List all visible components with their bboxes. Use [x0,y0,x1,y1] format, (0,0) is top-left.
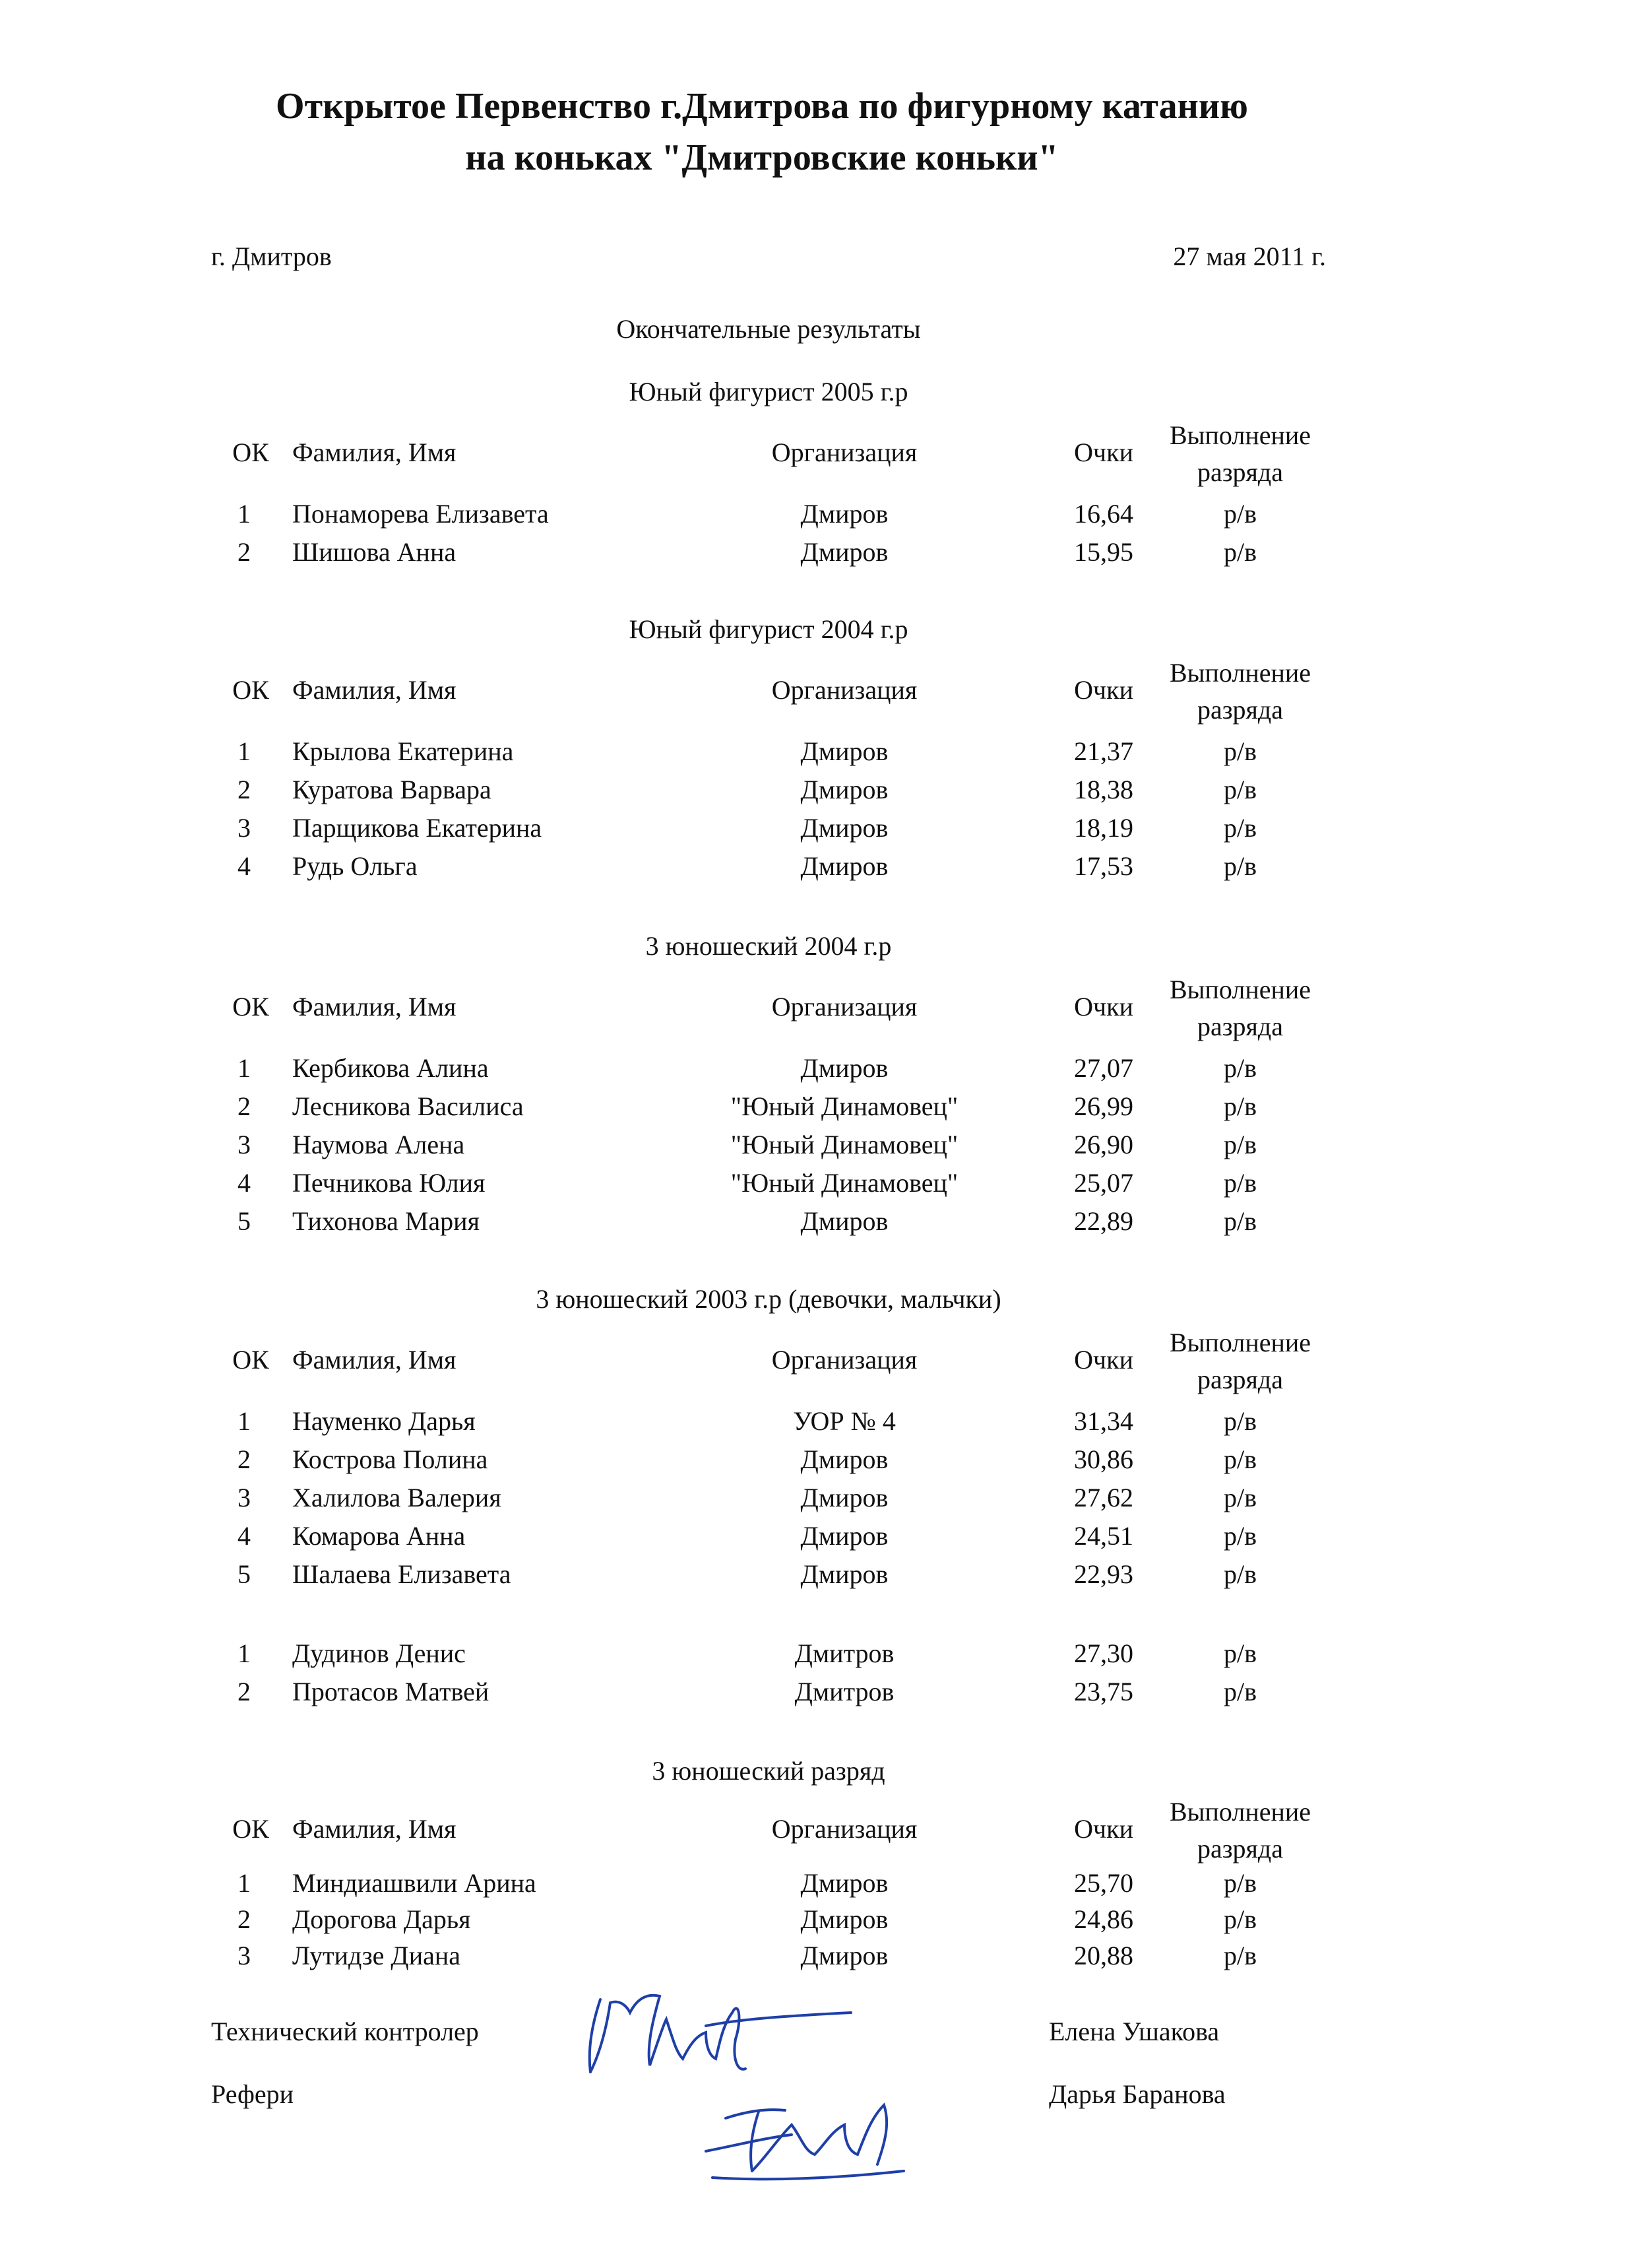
section-title: 3 юношеский 2004 г.р [645,931,892,961]
table-row: 4 Комарова Анна Дмиров 24,51 р/в [237,1521,1257,1551]
table-header [0,417,1636,496]
table-row: 1 Кербикова Алина Дмиров 27,07 р/в [237,1053,1257,1083]
table-row: 4 Рудь Ольга Дмиров 17,53 р/в [237,851,1257,881]
person-referee: Дарья Баранова [1049,2079,1226,2109]
person-technical-controller: Елена Ушакова [1049,2017,1220,2046]
table-header: ОК Фамилия, Имя Организация Очки Выполнение разряда [232,975,1311,1041]
column-rank: Выполнение разряда [1169,420,1311,487]
table-header: ОК Фамилия, Имя Организация Очки Выполнение разряда [232,1328,1311,1394]
table-row: 2 Кострова Полина Дмиров 30,86 р/в [237,1444,1257,1474]
table-row: 1 Миндиашвили Арина Дмиров 25,70 р/в [237,1868,1257,1898]
role-referee: Рефери [211,2079,294,2109]
section-title: Юный фигурист 2004 г.р [629,614,908,644]
table-row: 1 Дудинов Денис Дмитров 27,30 р/в [237,1638,1257,1668]
table-header: ОК Фамилия, Имя Организация Очки Выполнение разряда [232,658,1311,725]
results-subtitle: Окончательные результаты [616,314,921,344]
table-row: 3 Парщикова Екатерина Дмиров 18,19 р/в [237,813,1257,843]
table-row: 2 Шишова Анна Дмиров 15,95 р/в [237,537,1257,567]
document-title-line-2: на коньках "Дмитровские коньки" [465,137,1059,178]
section-title: 3 юношеский 2003 г.р (девочки, мальчки) [536,1284,1001,1314]
column-name: Фамилия, Имя [292,437,456,467]
city: г. Дмитров [211,242,332,271]
table-row: 3 Наумова Алена "Юный Динамовец" 26,90 р/в [237,1130,1257,1159]
table-row: 5 Шалаева Елизавета Дмиров 22,93 р/в [237,1559,1257,1589]
table-header: ОК Фамилия, Имя Организация Очки Выполнение разряда [232,1797,1311,1863]
table-row: 3 Халилова Валерия Дмиров 27,62 р/в [237,1483,1257,1512]
document-title-line-1: Открытое Первенство г.Дмитрова по фигурному катанию [276,86,1248,127]
section-title: Юный фигурист 2005 г.р [629,377,908,406]
signature-referee [686,2072,963,2191]
table-row: 3 Лутидзе Диана Дмиров 20,88 р/в [237,1941,1257,1970]
table-row: 2 Лесникова Василиса "Юный Динамовец" 26,99 р/в [237,1091,1257,1121]
table-row: 2 Куратова Варвара Дмиров 18,38 р/в [237,775,1257,804]
role-technical-controller: Технический контролер [211,2017,479,2046]
column-points: Очки [1074,437,1133,467]
table-row: 5 Тихонова Мария Дмиров 22,89 р/в [237,1206,1257,1236]
table-row: 1 Понаморева Елизавета Дмиров 16,64 р/в [237,499,1257,529]
table-row: 2 Дорогова Дарья Дмиров 24,86 р/в [237,1904,1257,1934]
column-org: Организация [771,437,918,467]
table-row: 4 Печникова Юлия "Юный Динамовец" 25,07 р/в [237,1168,1257,1198]
column-ok: ОК [232,437,269,467]
section-title: 3 юношеский разряд [652,1756,885,1786]
table-row: 1 Крылова Екатерина Дмиров 21,37 р/в [237,736,1257,766]
table-row: 2 Протасов Матвей Дмитров 23,75 р/в [237,1677,1257,1706]
date: 27 мая 2011 г. [1173,242,1326,271]
table-row: 1 Науменко Дарья УОР № 4 31,34 р/в [237,1406,1257,1436]
